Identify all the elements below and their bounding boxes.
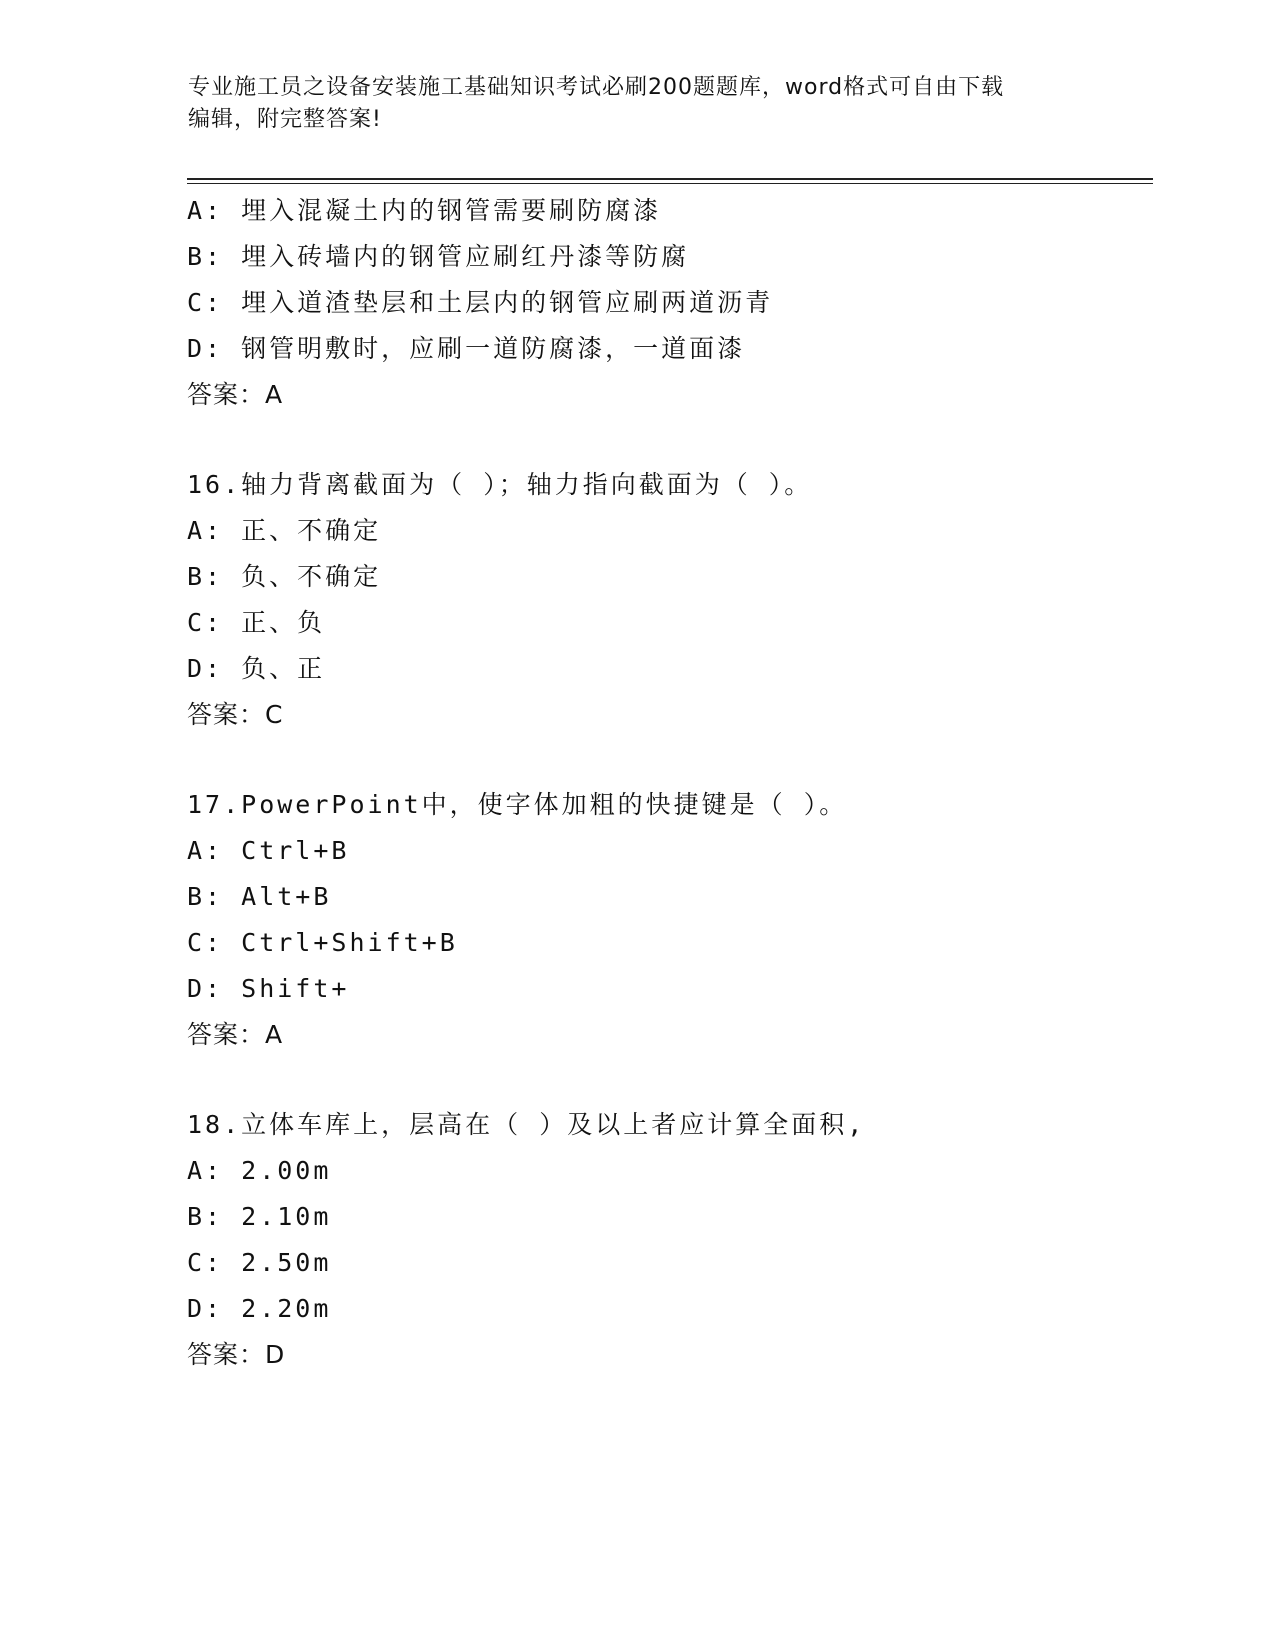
- question-stem: 17.PowerPoint中，使字体加粗的快捷键是（ ）。: [187, 790, 848, 819]
- option-a: A: 正、不确定: [187, 516, 382, 545]
- option-b: B: Alt+B: [187, 882, 332, 911]
- question-17: [187, 782, 1147, 1058]
- answer: 答案：A: [187, 1020, 284, 1049]
- question-list: [187, 188, 1147, 1378]
- answer: 答案：C: [187, 700, 284, 729]
- header-line-2: 编辑，附完整答案!: [188, 107, 382, 132]
- option-b: B: 负、不确定: [187, 562, 382, 591]
- option-b: B: 2.10m: [187, 1202, 332, 1231]
- question-18: [187, 1102, 1147, 1378]
- option-c: C: 正、负: [187, 608, 326, 637]
- question-15: [187, 188, 1147, 418]
- option-a: A: 2.00m: [187, 1156, 332, 1185]
- option-a: A: Ctrl+B: [187, 836, 350, 865]
- option-d: D: 负、正: [187, 654, 326, 683]
- header-divider-thick: [187, 178, 1153, 180]
- option-d: D: 钢管明敷时，应刷一道防腐漆，一道面漆: [187, 334, 746, 363]
- question-16: [187, 462, 1147, 738]
- question-stem: 16.轴力背离截面为（ ）；轴力指向截面为（ ）。: [187, 470, 813, 499]
- header-line-1: 专业施工员之设备安装施工基础知识考试必刷200题题库，word格式可自由下载: [188, 75, 1005, 100]
- option-d: D: Shift+: [187, 974, 350, 1003]
- option-c: C: 2.50m: [187, 1248, 332, 1277]
- answer: 答案：D: [187, 1340, 286, 1369]
- question-stem: 18.立体车库上，层高在（ ）及以上者应计算全面积,: [187, 1110, 866, 1139]
- answer: 答案：A: [187, 380, 284, 409]
- option-c: C: 埋入道渣垫层和土层内的钢管应刷两道沥青: [187, 288, 774, 317]
- option-d: D: 2.20m: [187, 1294, 332, 1323]
- option-c: C: Ctrl+Shift+B: [187, 928, 458, 957]
- header-divider-thin: [187, 183, 1153, 184]
- option-b: B: 埋入砖墙内的钢管应刷红丹漆等防腐: [187, 242, 690, 271]
- document-header: [188, 72, 1068, 136]
- option-a: A: 埋入混凝土内的钢管需要刷防腐漆: [187, 196, 662, 225]
